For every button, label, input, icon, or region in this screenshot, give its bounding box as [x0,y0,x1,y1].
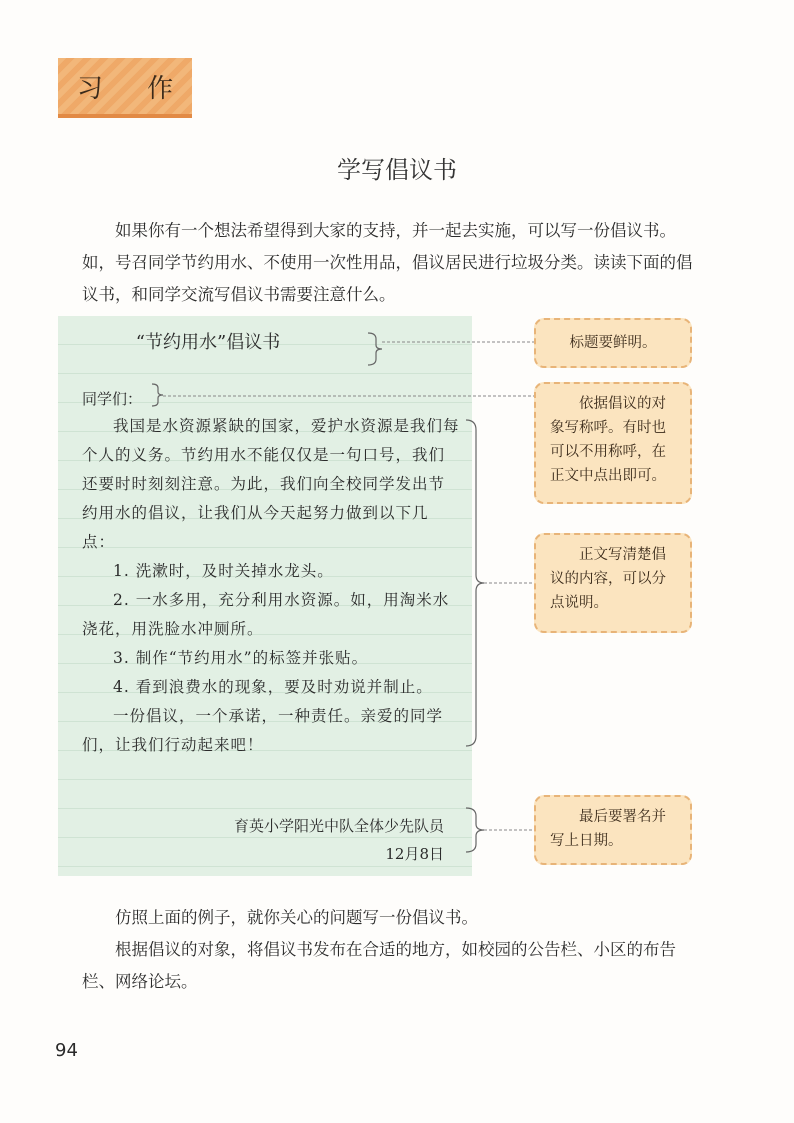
letter-signature-block [82,812,444,868]
page-number: 94 [55,1040,78,1061]
letter-paragraph: 我国是水资源紧缺的国家，爱护水资源是我们每个人的义务。节约用水不能仅仅是一句口号，我们还要时时刻刻注意。为此，我们向全校同学发出节约用水的倡议，让我们从今天起努力做到以下几点： [82,417,460,551]
note-title: 标题要鲜明。 [534,318,692,368]
letter-item-2: 2. 一水多用，充分利用水资源。如，用淘米水浇花，用洗脸水冲厕所。 [82,591,450,638]
section-label: 习 作 [76,73,192,104]
outro-paragraph-1: 仿照上面的例子，就你关心的问题写一份倡议书。 [115,908,478,927]
note-salutation: 依据倡议的对象写称呼。有时也可以不用称呼，在正文中点出即可。 [534,382,692,504]
outro-text [82,902,702,998]
letter-salutation: 同学们： [82,390,143,408]
outro-paragraph-2: 根据倡议的对象，将倡议书发布在合适的地方，如校园的公告栏、小区的布告栏、网络论坛。 [82,940,676,991]
letter-closing: 一份倡议，一个承诺，一种责任。亲爱的同学们，让我们行动起来吧！ [82,707,444,754]
letter-item-3: 3. 制作“节约用水”的标签并张贴。 [113,649,369,667]
intro-text [82,215,702,311]
note-body: 正文写清楚倡议的内容，可以分点说明。 [534,533,692,633]
letter-date: 12月8日 [385,845,444,863]
page-title: 学写倡议书 [337,156,457,184]
note-signature: 最后要署名并写上日期。 [534,795,692,865]
letter-item-1: 1. 洗漱时，及时关掉水龙头。 [113,562,334,580]
letter-body [82,412,460,760]
letter-item-4: 4. 看到浪费水的现象，要及时劝说并制止。 [113,678,433,696]
section-banner [58,58,192,118]
letter-signature: 育英小学阳光中队全体少先队员 [233,817,444,835]
intro-paragraph: 如果你有一个想法希望得到大家的支持，并一起去实施，可以写一份倡议书。如，号召同学节约用水、不使用一次性用品，倡议居民进行垃圾分类。读读下面的倡议书，和同学交流写倡议书需要注意什么。 [82,221,693,304]
letter-title: “节约用水”倡议书 [135,332,281,353]
